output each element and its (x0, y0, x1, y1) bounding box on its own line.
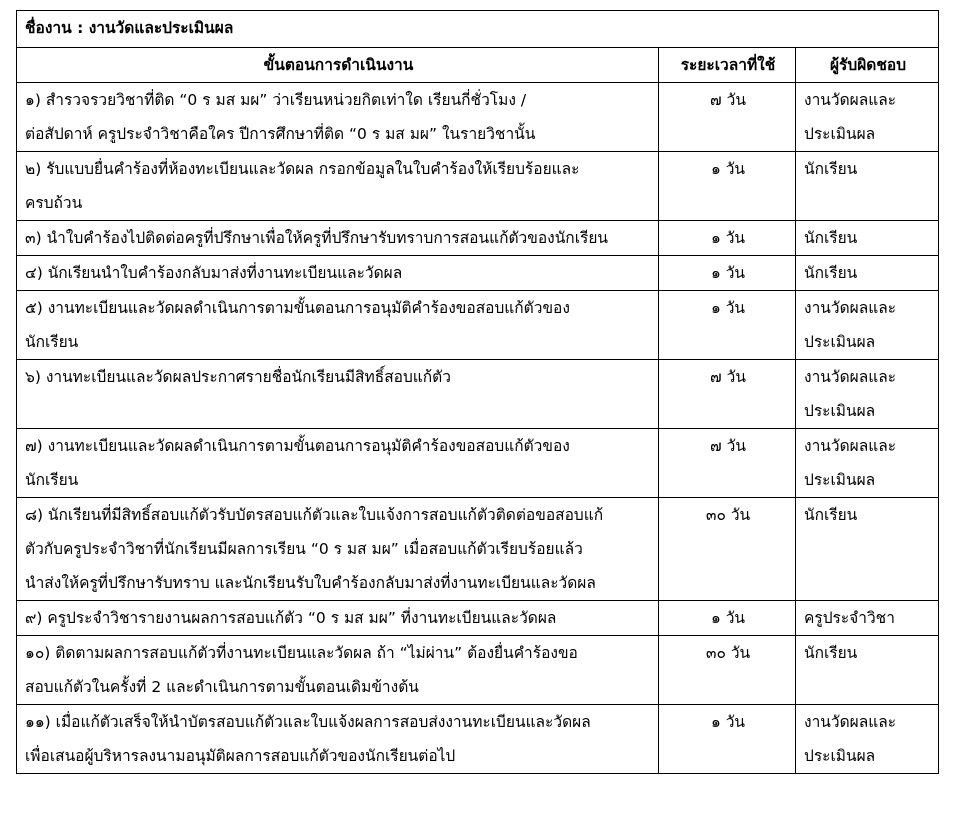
responsible-text-line: งานวัดผลและ (804, 713, 897, 731)
header-responsible: ผู้รับผิดชอบ (796, 48, 939, 83)
duration-cell: ๑ วัน (659, 291, 796, 360)
step-text-line: นักเรียน (25, 471, 79, 489)
table-row (17, 256, 939, 291)
responsible-text-line: ประเมินผล (804, 747, 876, 765)
step-text-line: ต่อสัปดาห์ ครูประจำวิชาคือใคร ปีการศึกษาที่ติด “0 ร มส มผ” ในรายวิชานั้น (25, 125, 536, 143)
responsible-cell (796, 256, 939, 291)
header-step: ขั้นตอนการดำเนินงาน (17, 48, 659, 83)
step-text-line: สอบแก้ตัวในครั้งที่ 2 และดำเนินการตามขั้นตอนเดิมข้างต้น (25, 678, 419, 696)
responsible-text-line: ประเมินผล (804, 333, 876, 351)
table-body (17, 83, 939, 774)
step-cell (17, 256, 659, 291)
table-row (17, 221, 939, 256)
table-row (17, 291, 939, 360)
duration-cell: ๑ วัน (659, 705, 796, 774)
step-cell (17, 429, 659, 498)
table-row (17, 601, 939, 636)
table-row (17, 429, 939, 498)
duration-cell: ๗ วัน (659, 360, 796, 429)
step-cell (17, 83, 659, 152)
responsible-cell (796, 291, 939, 360)
step-text-line: ๖) งานทะเบียนและวัดผลประกาศรายชื่อนักเรียนมีสิทธิ์สอบแก้ตัว (25, 368, 451, 386)
step-cell (17, 498, 659, 601)
step-text-line: เพื่อเสนอผู้บริหารลงนามอนุมัติผลการสอบแก้ตัวของนักเรียนต่อไป (25, 747, 456, 765)
step-text-line: ๗) งานทะเบียนและวัดผลดำเนินการตามขั้นตอนการอนุมัติคำร้องขอสอบแก้ตัวของ (25, 437, 570, 455)
table-row (17, 360, 939, 429)
responsible-cell (796, 360, 939, 429)
duration-cell: ๗ วัน (659, 429, 796, 498)
step-text-line: นำส่งให้ครูที่ปรึกษารับทราบ และนักเรียนรับใบคำร้องกลับมาส่งที่งานทะเบียนและวัดผล (25, 574, 596, 592)
step-cell (17, 221, 659, 256)
responsible-text-line: ประเมินผล (804, 402, 876, 420)
table-row (17, 636, 939, 705)
duration-cell: ๑ วัน (659, 601, 796, 636)
duration-cell: ๑ วัน (659, 221, 796, 256)
step-cell (17, 636, 659, 705)
table-row (17, 152, 939, 221)
responsible-text-line: นักเรียน (804, 229, 858, 247)
title-row (17, 11, 939, 48)
step-text-line: ๙) ครูประจำวิชารายงานผลการสอบแก้ตัว “0 ร มส มผ” ที่งานทะเบียนและวัดผล (25, 609, 557, 627)
duration-cell: ๗ วัน (659, 83, 796, 152)
duration-cell: ๑ วัน (659, 256, 796, 291)
responsible-cell (796, 498, 939, 601)
header-duration: ระยะเวลาที่ใช้ (659, 48, 796, 83)
responsible-text-line: นักเรียน (804, 506, 858, 524)
duration-cell: ๓๐ วัน (659, 636, 796, 705)
responsible-cell (796, 705, 939, 774)
responsible-text-line: นักเรียน (804, 644, 858, 662)
step-text-line: ๓) นำใบคำร้องไปติดต่อครูที่ปรึกษาเพื่อให้ครูที่ปรึกษารับทราบการสอนแก้ตัวของนักเรียน (25, 229, 608, 247)
table-row (17, 83, 939, 152)
responsible-text-line: นักเรียน (804, 264, 858, 282)
duration-cell: ๓๐ วัน (659, 498, 796, 601)
step-text-line: ครบถ้วน (25, 194, 83, 212)
responsible-text-line: ครูประจำวิชา (804, 609, 895, 627)
step-text-line: ๕) งานทะเบียนและวัดผลดำเนินการตามขั้นตอนการอนุมัติคำร้องขอสอบแก้ตัวของ (25, 299, 570, 317)
responsible-cell (796, 429, 939, 498)
responsible-cell (796, 601, 939, 636)
step-cell (17, 152, 659, 221)
responsible-text-line: นักเรียน (804, 160, 858, 178)
step-cell (17, 705, 659, 774)
responsible-cell (796, 636, 939, 705)
procedure-table (16, 10, 939, 774)
responsible-text-line: งานวัดผลและ (804, 437, 897, 455)
step-cell (17, 291, 659, 360)
table-row (17, 498, 939, 601)
step-cell (17, 601, 659, 636)
header-row (17, 48, 939, 83)
step-text-line: นักเรียน (25, 333, 79, 351)
step-cell (17, 360, 659, 429)
step-text-line: ๒) รับแบบยื่นคำร้องที่ห้องทะเบียนและวัดผล กรอกข้อมูลในใบคำร้องให้เรียบร้อยและ (25, 160, 580, 178)
step-text-line: ๑) สำรวจรวยวิชาที่ติด “0 ร มส มผ” ว่าเรียนหน่วยกิตเท่าใด เรียนกี่ชั่วโมง / (25, 91, 527, 109)
responsible-cell (796, 152, 939, 221)
responsible-text-line: งานวัดผลและ (804, 91, 897, 109)
responsible-text-line: ประเมินผล (804, 471, 876, 489)
step-text-line: ๘) นักเรียนที่มีสิทธิ์สอบแก้ตัวรับบัตรสอบแก้ตัวและใบแจ้งการสอบแก้ตัวติดต่อขอสอบแก้ (25, 506, 604, 524)
step-text-line: ๑๐) ติดตามผลการสอบแก้ตัวที่งานทะเบียนและวัดผล ถ้า “ไม่ผ่าน” ต้องยื่นคำร้องขอ (25, 644, 578, 662)
step-text-line: ๑๑) เมื่อแก้ตัวเสร็จให้นำบัตรสอบแก้ตัวและใบแจ้งผลการสอบส่งงานทะเบียนและวัดผล (25, 713, 591, 731)
responsible-text-line: ประเมินผล (804, 125, 876, 143)
document-title: ชื่องาน : งานวัดและประเมินผล (17, 11, 939, 48)
responsible-cell (796, 221, 939, 256)
step-text-line: ๔) นักเรียนนำใบคำร้องกลับมาส่งที่งานทะเบียนและวัดผล (25, 264, 403, 282)
table-row (17, 705, 939, 774)
responsible-cell (796, 83, 939, 152)
responsible-text-line: งานวัดผลและ (804, 299, 897, 317)
responsible-text-line: งานวัดผลและ (804, 368, 897, 386)
duration-cell: ๑ วัน (659, 152, 796, 221)
step-text-line: ตัวกับครูประจำวิชาที่นักเรียนมีผลการเรียน “0 ร มส มผ” เมื่อสอบแก้ตัวเรียบร้อยแล้ว (25, 540, 583, 558)
